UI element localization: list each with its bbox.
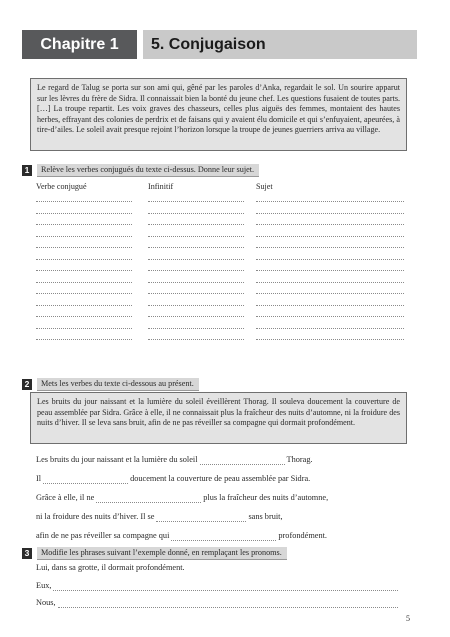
answer-line[interactable]	[36, 293, 132, 294]
answer-line[interactable]	[36, 259, 132, 260]
answer-line[interactable]	[148, 282, 244, 283]
instruction-text: Mets les verbes du texte ci-dessous au présent.	[37, 378, 199, 391]
column-header-infinitive: Infinitif	[148, 182, 174, 191]
exercise-number: 2	[22, 379, 32, 390]
column-header-subject: Sujet	[256, 182, 273, 191]
chapter-label: Chapitre 1	[22, 30, 137, 59]
answer-line[interactable]	[148, 328, 244, 329]
answer-blank[interactable]	[53, 583, 398, 591]
answer-line[interactable]	[256, 224, 404, 225]
exercise-2-text: Les bruits du jour naissant et la lumière du soleil éveillèrent Thorag. Il souleva doucement la couverture de peau assemblée par Sidra. Grâce à elle, il ne connaissait plus la fraîcheur des nuits d’automne, ni la froidure des nuits d’hiver. Il se leva sans bruit, afin de ne pas réveiller sa compagne qui dormait profondément.	[37, 397, 400, 428]
section-title: 5. Conjugaison	[143, 30, 417, 59]
answer-line[interactable]	[148, 236, 244, 237]
fill-line-5: afin de ne pas réveiller sa compagne qui profondément.	[36, 531, 328, 540]
answer-line[interactable]	[148, 270, 244, 271]
answer-line[interactable]	[256, 201, 404, 202]
chapter-header	[22, 30, 417, 59]
answer-line[interactable]	[256, 282, 404, 283]
answer-blank[interactable]	[58, 600, 398, 608]
fill-line-2: Il doucement la couverture de peau assemblée par Sidra.	[36, 474, 311, 483]
answer-line[interactable]	[36, 247, 132, 248]
answer-line[interactable]	[256, 339, 404, 340]
answer-line[interactable]	[148, 305, 244, 306]
answer-line[interactable]	[36, 224, 132, 225]
answer-line[interactable]	[36, 316, 132, 317]
fill-line-4: ni la froidure des nuits d’hiver. Il se sans bruit,	[36, 512, 283, 521]
exercise-2-instruction	[22, 378, 199, 390]
answer-line[interactable]	[148, 213, 244, 214]
answer-line[interactable]	[148, 201, 244, 202]
answer-line[interactable]	[148, 316, 244, 317]
answer-line[interactable]	[148, 293, 244, 294]
answer-line[interactable]	[36, 305, 132, 306]
reading-text: Le regard de Talug se porta sur son ami qui, gêné par les paroles d’Anka, regardait le sol. Un sourire apparut sur les lèvres du frère de Sidra. Il connaissait bien la bonté du jeune chef. Les questions fusaient de toutes parts. […] La troupe repartit. Les voix graves des chasseurs, celles plus aiguës des femmes, montaient des hautes herbes, effrayant des colonies de perdrix et de faisans qui y avaient élu domicile et qui s’enfuyaient, apeurées, à tire-d’ailes. Le soleil avait presque rejoint l’horizon lorsque la troupe de jeunes guerriers arriva au village.	[37, 83, 400, 135]
column-header-verb: Verbe conjugué	[36, 182, 87, 191]
exercise-3-instruction	[22, 547, 287, 559]
prompt-line-2: Nous,	[36, 598, 400, 608]
fill-line-1: Les bruits du jour naissant et la lumière du soleil Thorag.	[36, 455, 313, 464]
answer-line[interactable]	[36, 328, 132, 329]
answer-line[interactable]	[148, 259, 244, 260]
answer-blank[interactable]	[200, 457, 285, 465]
answer-line[interactable]	[36, 201, 132, 202]
exercise-number: 1	[22, 165, 32, 176]
answer-line[interactable]	[36, 282, 132, 283]
answer-line[interactable]	[36, 270, 132, 271]
page-number: 5	[406, 614, 410, 623]
example-sentence: Lui, dans sa grotte, il dormait profondément.	[36, 563, 185, 572]
answer-line[interactable]	[256, 213, 404, 214]
exercise-2-text-box	[30, 392, 407, 444]
answer-line[interactable]	[148, 224, 244, 225]
instruction-text: Relève les verbes conjugués du texte ci-dessus. Donne leur sujet.	[37, 164, 259, 177]
answer-line[interactable]	[148, 339, 244, 340]
answer-blank[interactable]	[156, 514, 246, 522]
answer-line[interactable]	[256, 328, 404, 329]
answer-line[interactable]	[256, 293, 404, 294]
answer-line[interactable]	[256, 259, 404, 260]
prompt-line-1: Eux,	[36, 581, 400, 591]
answer-line[interactable]	[36, 236, 132, 237]
answer-line[interactable]	[256, 316, 404, 317]
exercise-1-instruction	[22, 164, 259, 176]
answer-line[interactable]	[256, 270, 404, 271]
answer-blank[interactable]	[96, 495, 201, 503]
answer-line[interactable]	[36, 339, 132, 340]
answer-line[interactable]	[36, 213, 132, 214]
answer-line[interactable]	[256, 236, 404, 237]
exercise-number: 3	[22, 548, 32, 559]
instruction-text: Modifie les phrases suivant l’exemple donné, en remplaçant les pronoms.	[37, 547, 287, 560]
answer-blank[interactable]	[43, 476, 128, 484]
answer-blank[interactable]	[171, 533, 276, 541]
answer-line[interactable]	[256, 305, 404, 306]
fill-line-3: Grâce à elle, il ne plus la fraîcheur des nuits d’automne,	[36, 493, 329, 502]
reading-text-box	[30, 78, 407, 151]
answer-line[interactable]	[256, 247, 404, 248]
answer-line[interactable]	[148, 247, 244, 248]
